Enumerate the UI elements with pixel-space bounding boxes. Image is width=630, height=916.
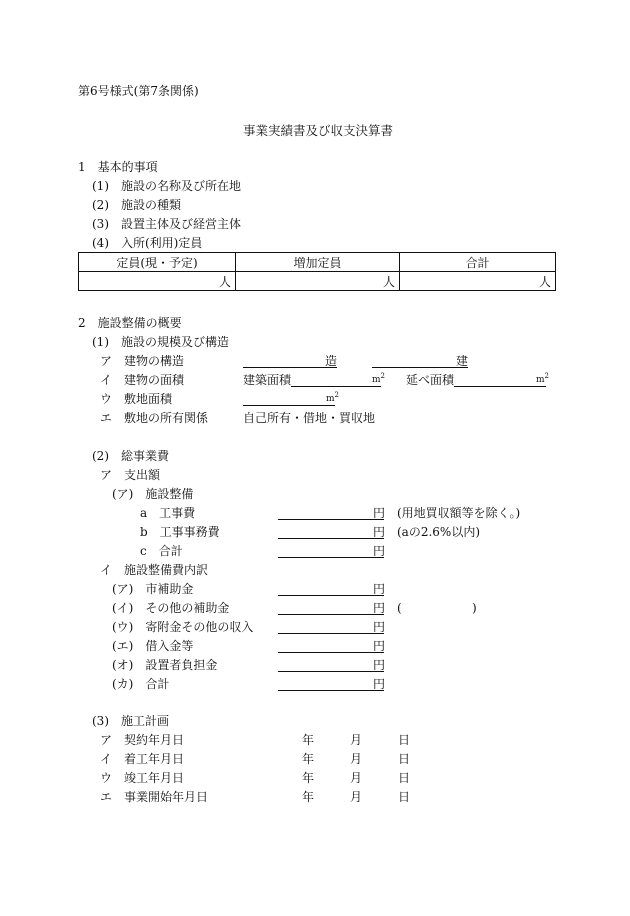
start-day[interactable]: 日 [398,752,411,766]
label-subtotal: c 合計 [140,544,183,558]
section1-heading: 1 基本的事項 [78,160,158,174]
completion-day[interactable]: 日 [398,771,411,785]
office-expense-yen: 円 [373,525,386,539]
city-subsidy-field[interactable] [278,595,384,596]
label-building-area: イ 建物の面積 [100,373,185,387]
section2-heading: 2 施設整備の概要 [78,316,182,330]
construction-cost-yen: 円 [373,506,386,520]
business-start-year[interactable]: 年 [302,790,315,804]
cell-increase-unit[interactable]: 人 [236,272,400,291]
founder-share-field[interactable] [278,671,384,672]
label-donations: (ウ) 寄附金その他の収入 [112,620,254,634]
label-site-ownership: エ 敷地の所有関係 [100,411,209,425]
subtotal-field[interactable] [278,557,384,558]
total-floor-area-field[interactable] [454,386,546,387]
form-number: 第6号様式(第7条関係) [78,84,199,98]
label-site-area: ウ 敷地面積 [100,392,173,406]
footprint-unit: $m^2$ [372,372,386,385]
donations-yen: 円 [373,620,386,634]
contract-day[interactable]: 日 [398,733,411,747]
label-start-date: イ 着工年月日 [100,752,185,766]
label-loans: (エ) 借入金等 [112,639,194,653]
item-facility-name: (1) 施設の名称及び所在地 [92,179,241,193]
label-expenditure: ア 支出額 [100,468,161,482]
site-ownership-options[interactable]: 自己所有・借地・買収地 [243,411,376,425]
label-facility-improvement: (ア) 施設整備 [112,487,194,501]
other-subsidy-yen: 円 [373,601,386,615]
floors-field[interactable] [372,367,468,368]
col-header-increase: 増加定員 [236,253,400,272]
label-office-expense: b 工事事務費 [140,525,220,539]
donations-field[interactable] [278,633,384,634]
label-founder-share: (オ) 設置者負担金 [112,658,218,672]
other-subsidy-field[interactable] [278,614,384,615]
label-business-start-date: エ 事業開始年月日 [100,790,209,804]
construction-cost-field[interactable] [278,519,384,520]
contract-year[interactable]: 年 [302,733,315,747]
item-operator: (3) 設置主体及び経営主体 [92,217,241,231]
site-area-unit: $m^2$ [326,391,340,404]
total-floor-unit: $m^2$ [536,372,550,385]
completion-year[interactable]: 年 [302,771,315,785]
completion-month[interactable]: 月 [350,771,363,785]
loans-yen: 円 [373,639,386,653]
sub-scale-structure: (1) 施設の規模及び構造 [92,335,229,349]
structure-ken-text: 建 [456,354,469,368]
label-breakdown-total: (カ) 合計 [112,677,170,691]
office-expense-note: (aの2.6%以内) [397,525,481,539]
cell-total-unit[interactable]: 人 [400,272,556,291]
site-area-field[interactable] [243,405,335,406]
founder-share-yen: 円 [373,658,386,672]
other-subsidy-paren-close: ) [472,601,477,615]
city-subsidy-yen: 円 [373,582,386,596]
start-year[interactable]: 年 [302,752,315,766]
label-breakdown: イ 施設整備費内訳 [100,563,209,577]
label-building-footprint: 建築面積 [243,373,292,387]
start-month[interactable]: 月 [350,752,363,766]
office-expense-field[interactable] [278,538,384,539]
col-header-total: 合計 [400,253,556,272]
label-completion-date: ウ 竣工年月日 [100,771,185,785]
other-subsidy-paren-open: ( [397,601,402,615]
structure-field[interactable] [243,367,337,368]
item-facility-type: (2) 施設の種類 [92,198,181,212]
page-title: 事業実績書及び収支決算書 [243,123,394,138]
col-header-current: 定員(現・予定) [79,253,236,272]
contract-month[interactable]: 月 [350,733,363,747]
label-building-structure: ア 建物の構造 [100,354,185,368]
label-total-floor-area: 延べ面積 [406,373,455,387]
item-capacity: (4) 入所(利用)定員 [92,236,203,250]
cell-current-unit[interactable]: 人 [79,272,236,291]
label-other-subsidy: (イ) その他の補助金 [112,601,230,615]
label-construction-cost: a 工事費 [140,506,196,520]
capacity-table [78,252,556,291]
business-start-month[interactable]: 月 [350,790,363,804]
sub-construction-plan: (3) 施工計画 [92,714,169,728]
sub-total-cost: (2) 総事業費 [92,449,169,463]
breakdown-total-yen: 円 [373,677,386,691]
label-city-subsidy: (ア) 市補助金 [112,582,194,596]
label-contract-date: ア 契約年月日 [100,733,185,747]
subtotal-yen: 円 [373,544,386,558]
loans-field[interactable] [278,652,384,653]
breakdown-total-field[interactable] [278,690,384,691]
business-start-day[interactable]: 日 [398,790,411,804]
footprint-area-field[interactable] [291,386,381,387]
structure-zo-text: 造 [325,354,338,368]
construction-cost-note: (用地買収額等を除く。) [397,506,521,520]
